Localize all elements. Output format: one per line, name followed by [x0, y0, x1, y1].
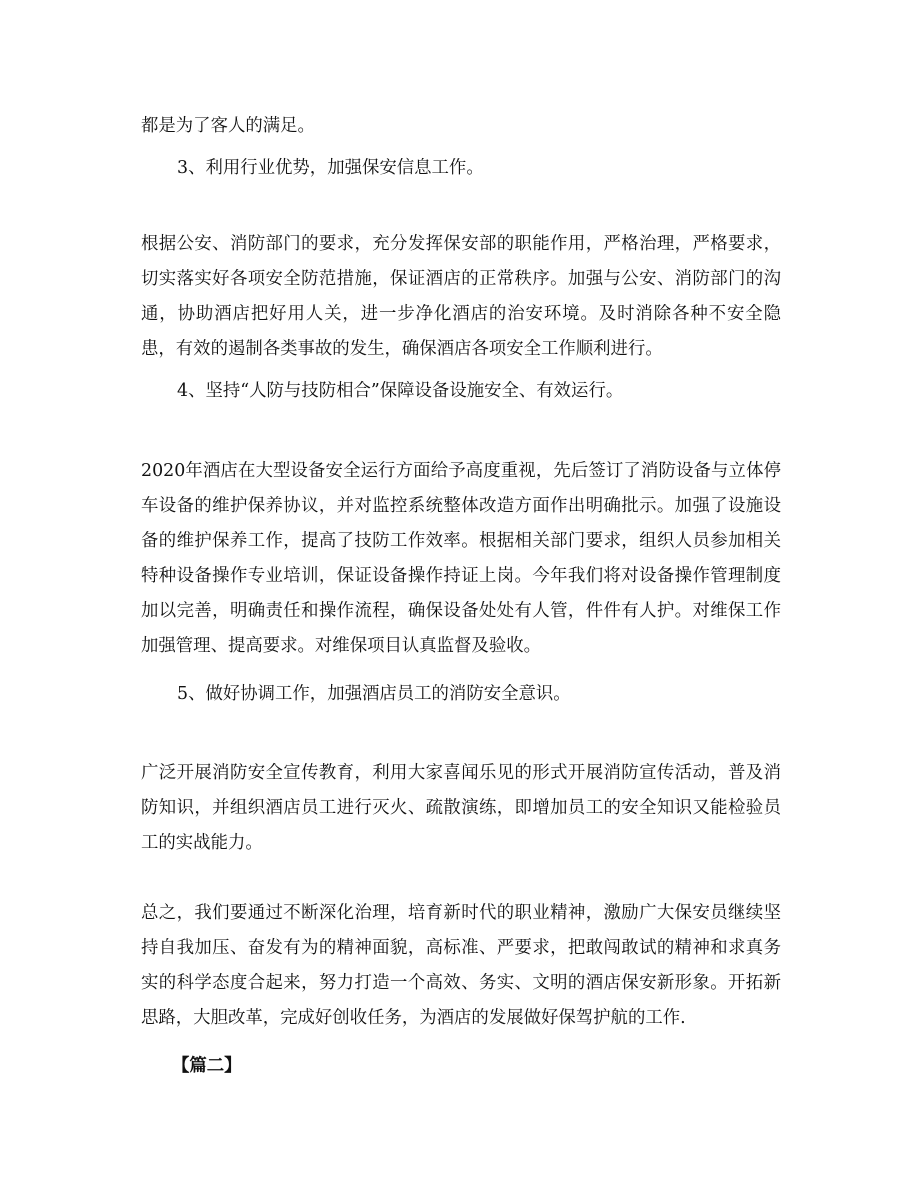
section-5-heading: 5、做好协调工作，加强酒店员工的消防安全意识。	[177, 684, 571, 704]
section-3-paragraph: 根据公安、消防部门的要求，充分发挥保安部的职能作用，严格治理，严格要求，切实落实好各项安全防范措施，保证酒店的正常秩序。加强与公安、消防部门的沟通，协助酒店把好用人关，进一步净化酒店的治安环境。及时消除各种不安全隐患，有效的遏制各类事故的发生，确保酒店各项安全工作顺利进行。	[141, 234, 781, 359]
conclusion-paragraph: 总之，我们要通过不断深化治理，培育新时代的职业精神，激励广大保安员继续坚持自我加压、奋发有为的精神面貌，高标准、严要求，把敢闯敢试的精神和求真务实的科学态度合起来，努力打造一个高效、务实、文明的酒店保安新形象。开拓新思路，大胆改革，完成好创收任务，为酒店的发展做好保驾护航的工作.	[141, 903, 781, 1028]
section-4-heading: 4、坚持“人防与技防相合”保障设备设施安全、有效运行。	[177, 381, 624, 401]
intro-tail-paragraph: 都是为了客人的满足。	[141, 116, 315, 136]
section-5-paragraph: 广泛开展消防安全宣传教育，利用大家喜闻乐见的形式开展消防宣传活动，普及消防知识，并组织酒店员工进行灭火、疏散演练，即增加员工的安全知识又能检验员工的实战能力。	[141, 763, 781, 853]
section-two-mark: 【篇二】	[172, 1056, 242, 1076]
section-4-paragraph: 2020年酒店在大型设备安全运行方面给予高度重视，先后签订了消防设备与立体停车设备的维护保养协议，并对监控系统整体改造方面作出明确批示。加强了设施设备的维护保养工作，提高了技防工作效率。根据相关部门要求，组织人员参加相关特种设备操作专业培训，保证设备操作持证上岗。今年我们将对设备操作管理制度加以完善，明确责任和操作流程，确保设备处处有人管，件件有人护。对维保工作加强管理、提高要求。对维保项目认真监督及验收。	[141, 461, 781, 656]
section-3-heading: 3、利用行业优势，加强保安信息工作。	[177, 158, 484, 178]
